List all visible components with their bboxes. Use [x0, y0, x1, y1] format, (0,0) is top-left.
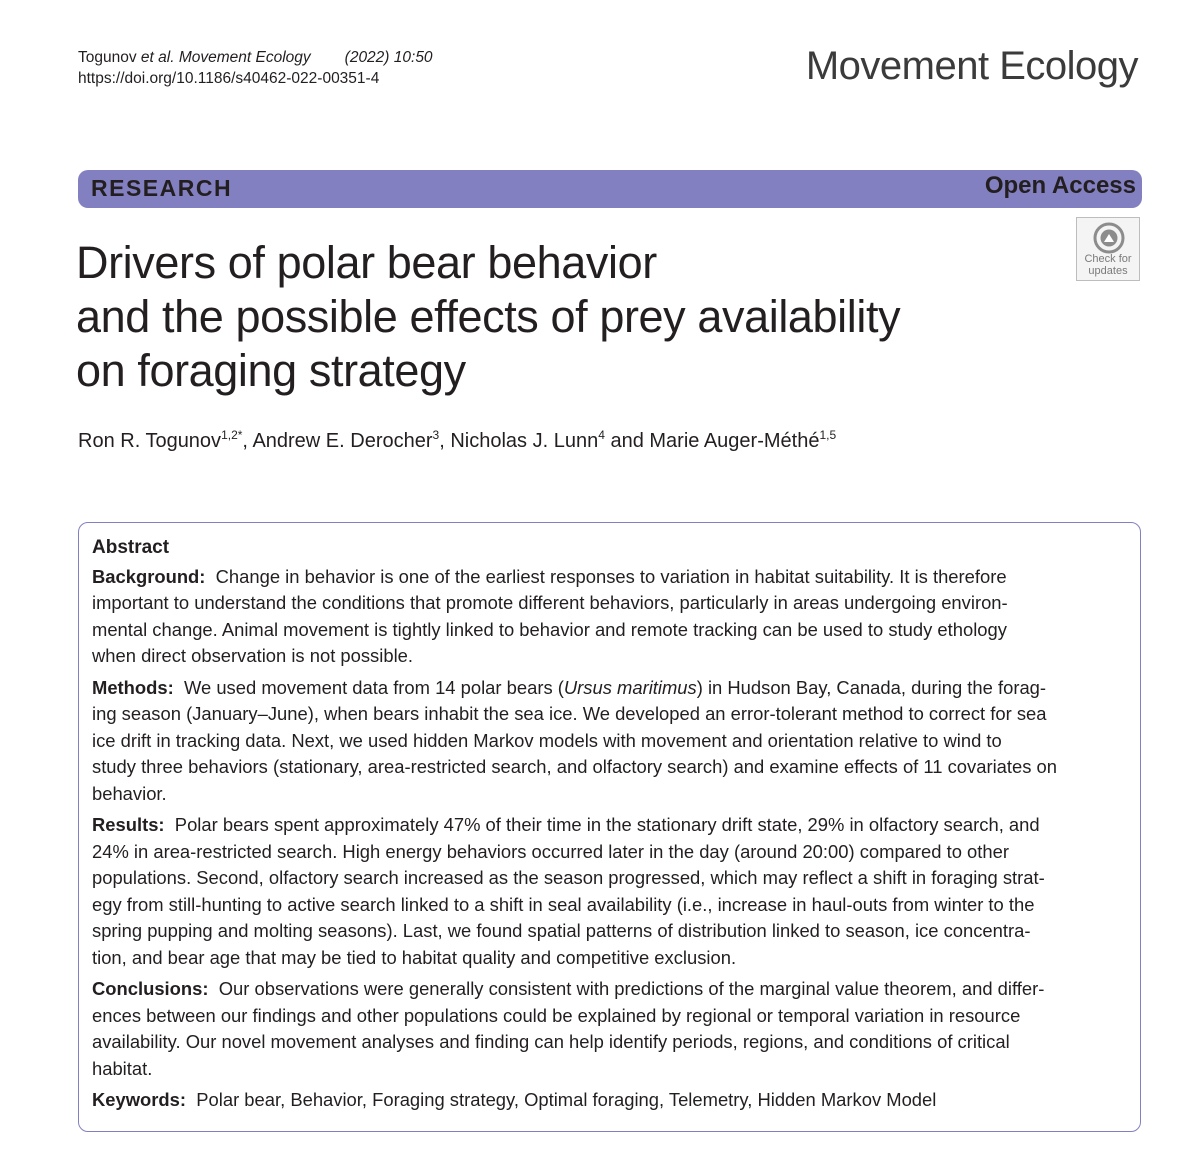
author-affiliation: 1,2*: [221, 428, 243, 442]
abstract-content: [92, 535, 1122, 1114]
author-affiliation: 1,5: [819, 428, 837, 442]
author-name[interactable]: Marie Auger-Méthé: [649, 430, 820, 452]
doi-link[interactable]: https://doi.org/10.1186/s40462-022-00351-4: [78, 70, 380, 87]
section-label: Keywords:: [92, 1089, 187, 1110]
author-affiliation: 3: [432, 428, 440, 442]
article-title: [76, 236, 1066, 398]
abstract-background: Background: Change in behavior is one of the earliest responses to variation in habitat suitability. It is therefore important to understand the conditions that promote different behaviors, particularly in areas undergoing environ- mental change. Animal movement is tightly linked to behavior and remote tracking can be used to study ethology when direct observation is not possible.: [92, 565, 1008, 666]
citation-journal: Movement Ecology: [178, 49, 311, 66]
abstract-heading: Abstract: [92, 537, 170, 558]
author-name[interactable]: Andrew E. Derocher: [252, 430, 433, 452]
abstract-conclusions: Conclusions: Our observations were generally consistent with predictions of the marginal value theorem, and differ- ences between our findings and other populations could be explained by regional or temporal variation in resource availability. Our novel movement analyses and finding can help identify periods, regions, and conditions of critical habitat.: [92, 978, 1045, 1079]
citation-authors: Togunov: [78, 49, 137, 66]
check-for-updates-icon: [1093, 222, 1125, 254]
article-type-label: RESEARCH: [91, 175, 233, 201]
section-label: Background:: [92, 565, 206, 587]
title-line: Drivers of polar bear behavior: [76, 237, 657, 288]
abstract-box: [78, 522, 1141, 1132]
author-name[interactable]: Ron R. Togunov: [78, 430, 222, 452]
open-access-label: Open Access: [984, 172, 1136, 199]
title-line: and the possible effects of prey availability: [76, 291, 901, 342]
section-label: Methods:: [92, 676, 174, 698]
article-type-banner: [78, 170, 1142, 208]
citation-line: [78, 47, 433, 68]
section-label: Results:: [92, 814, 165, 835]
species-name: Ursus maritimus: [563, 676, 697, 698]
check-for-updates-badge[interactable]: [1076, 217, 1140, 281]
abstract-methods: Methods: We used movement data from 14 polar bears (Ursus maritimus) in Hudson Bay, Canada, during the forag- ing season (January–June), when bears inhabit the sea ice. We developed an error-tolerant method to correct for sea ice drift in tracking data. Next, we used hidden Markov models with movement and orientation relative to wind to study three behaviors (stationary, area-restricted search, and olfactory search) and examine effects of 11 covariates on behavior.: [92, 676, 1057, 804]
citation-etal: et al.: [140, 49, 175, 66]
citation-block: [78, 47, 433, 89]
author-list: Ron R. Togunov$^{1,2*}$, Andrew E. Derocher$^3$, Nicholas J. Lunn$^4$ and Marie Auger-Méthé$^{1,5}$: [78, 428, 837, 452]
section-label: Conclusions:: [92, 978, 209, 999]
journal-logo: Movement Ecology: [805, 44, 1138, 88]
citation-year-volume: (2022) 10:50: [344, 49, 433, 66]
check-for-updates-text: Check for updates: [1084, 253, 1132, 277]
title-line: on foraging strategy: [76, 345, 466, 396]
keyword-list: Polar bear, Behavior, Foraging strategy, Optimal foraging, Telemetry, Hidden Markov Model: [196, 1089, 937, 1110]
author-affiliation: 4: [598, 428, 605, 442]
author-name[interactable]: Nicholas J. Lunn: [450, 430, 599, 452]
abstract-results: Results: Polar bears spent approximately 47% of their time in the stationary drift state, 29% in olfactory search, and 24% in area-restricted search. High energy behaviors occurred later in the day (around 20:00) compared to other populations. Second, olfactory search increased as the season progressed, which may reflect a shift in foraging strat- egy from still-hunting to active search linked to a shift in seal availability (i.e., increase in haul-outs from winter to the spring pupping and molting seasons). Last, we found spatial patterns of distribution linked to season, ice concentra- tion, and bear age that may be tied to habitat quality and competitive exclusion.: [92, 814, 1045, 968]
abstract-keywords: [92, 1087, 1122, 1114]
